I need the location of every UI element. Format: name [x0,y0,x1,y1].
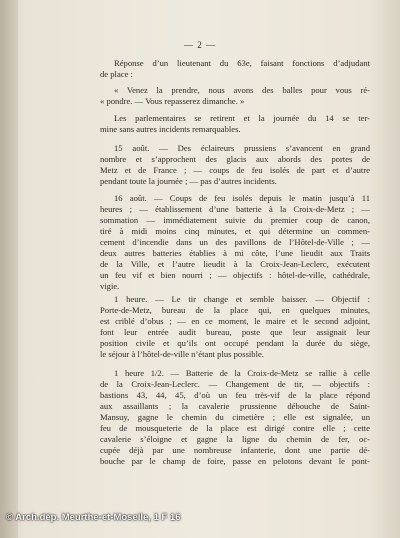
text-line: de la Croix-Jean-Leclerc. — Changement de tir, — objectifs : [100,379,370,389]
text-line: pendant toute la journée ; — pas d’autres incidents. [100,176,277,186]
text-line: nombre et s’approchent des glacis aux abords des portes de [100,154,370,164]
text-line: un feu vif et bien nourri ; — objectifs : hôtel-de-ville, cathédrale, [100,270,370,280]
paragraph-1 [100,58,370,80]
text-line: 1 heure. — Le tir change et semble baisser. — Objectif : [114,294,370,304]
paragraph-5 [100,193,370,292]
text-line: 16 août. — Coups de feu isolés depuis le matin jusqu’à 11 [114,193,370,203]
text-line: de la Ville, et l’autre lieudit à la Croix-Jean-Leclerc, exécutent [100,259,370,269]
text-line: cupée déjà par une nombreuse infanterie, dont une partie dé- [100,445,370,455]
text-line: cavalerie s’éloigne et gagne la ligne du chemin de fer, oc- [100,434,370,444]
text-line: font leur entrée audit bureau, poste que leur assignait leur [100,327,370,337]
text-line: cement d’incendie dans un des pavillons de l’Hôtel-de-Ville ; — [100,237,370,247]
text-line: feu de mousqueterie de la place est dirigé contre elle ; cette [100,423,370,433]
text-line: « pondre. — Vous repasserez dimanche. » [100,96,245,106]
text-line: heures ; — établissement d’une batterie à la Croix-de-Metz ; — [100,204,370,214]
text-line: Mansuy, gagne le chemin du cimetière ; elle est signalée, un [100,412,370,422]
text-line: Les parlementaires se retirent et la journée du 14 se ter- [114,113,370,123]
archive-credit: © Arch.dép. Meurthe-et-Moselle, 1 F 16 [6,512,181,523]
text-line: Réponse d’un lieutenant du 63e, faisant fonctions d’adjudant [114,58,370,68]
paragraph-7 [100,368,370,467]
text-line: vigie. [100,281,120,291]
text-line: le séjour à l’hôtel-de-ville n’étant plus possible. [100,349,264,359]
text-line: Metz et de France ; — coups de feu isolés de part et d’autre [100,165,370,175]
text-line: de place : [100,69,133,79]
paragraph-4 [100,143,370,187]
paragraph-2 [100,85,370,107]
text-line: « Venez la prendre, nous avons des balles pour vous ré- [114,85,370,95]
text-line: deux autres batteries établies à mi côte, l’une lieudit aux Traits [100,248,370,258]
text-line: 15 août. — Des éclaireurs prussiens s’avancent en grand [114,143,370,153]
paragraph-6 [100,294,370,360]
text-line: est criblé d’obus ; — en ce moment, le maire et le second adjoint, [100,316,370,326]
text-line: aux assaillants ; la cavalerie prussienne débouche de Saint- [100,401,370,411]
text-line: mine sans autres incidents remarquables. [100,124,241,134]
text-line: bouche par le champ de foire, passe en pelotons devant le pont- [100,456,370,466]
text-line: 1 heure 1/2. — Batterie de la Croix-de-Metz se rallie à celle [114,368,370,378]
text-line: Porte-de-Metz, bureau de la place qui, en quelques minutes, [100,305,370,315]
text-line: sommation — immédiatement suivie du premier coup de canon, [100,215,370,225]
text-line: position civile et qu’ils ont occupé pendant la durée du siège, [100,338,370,348]
page-number: — 2 — [184,40,216,50]
text-line: bastions 43, 44, 45, d’où un feu très-vif de la place répond [100,390,370,400]
text-line: tiré à midi moins cinq minutes, et qui détermine un commen- [100,226,370,236]
paragraph-3 [100,113,370,135]
